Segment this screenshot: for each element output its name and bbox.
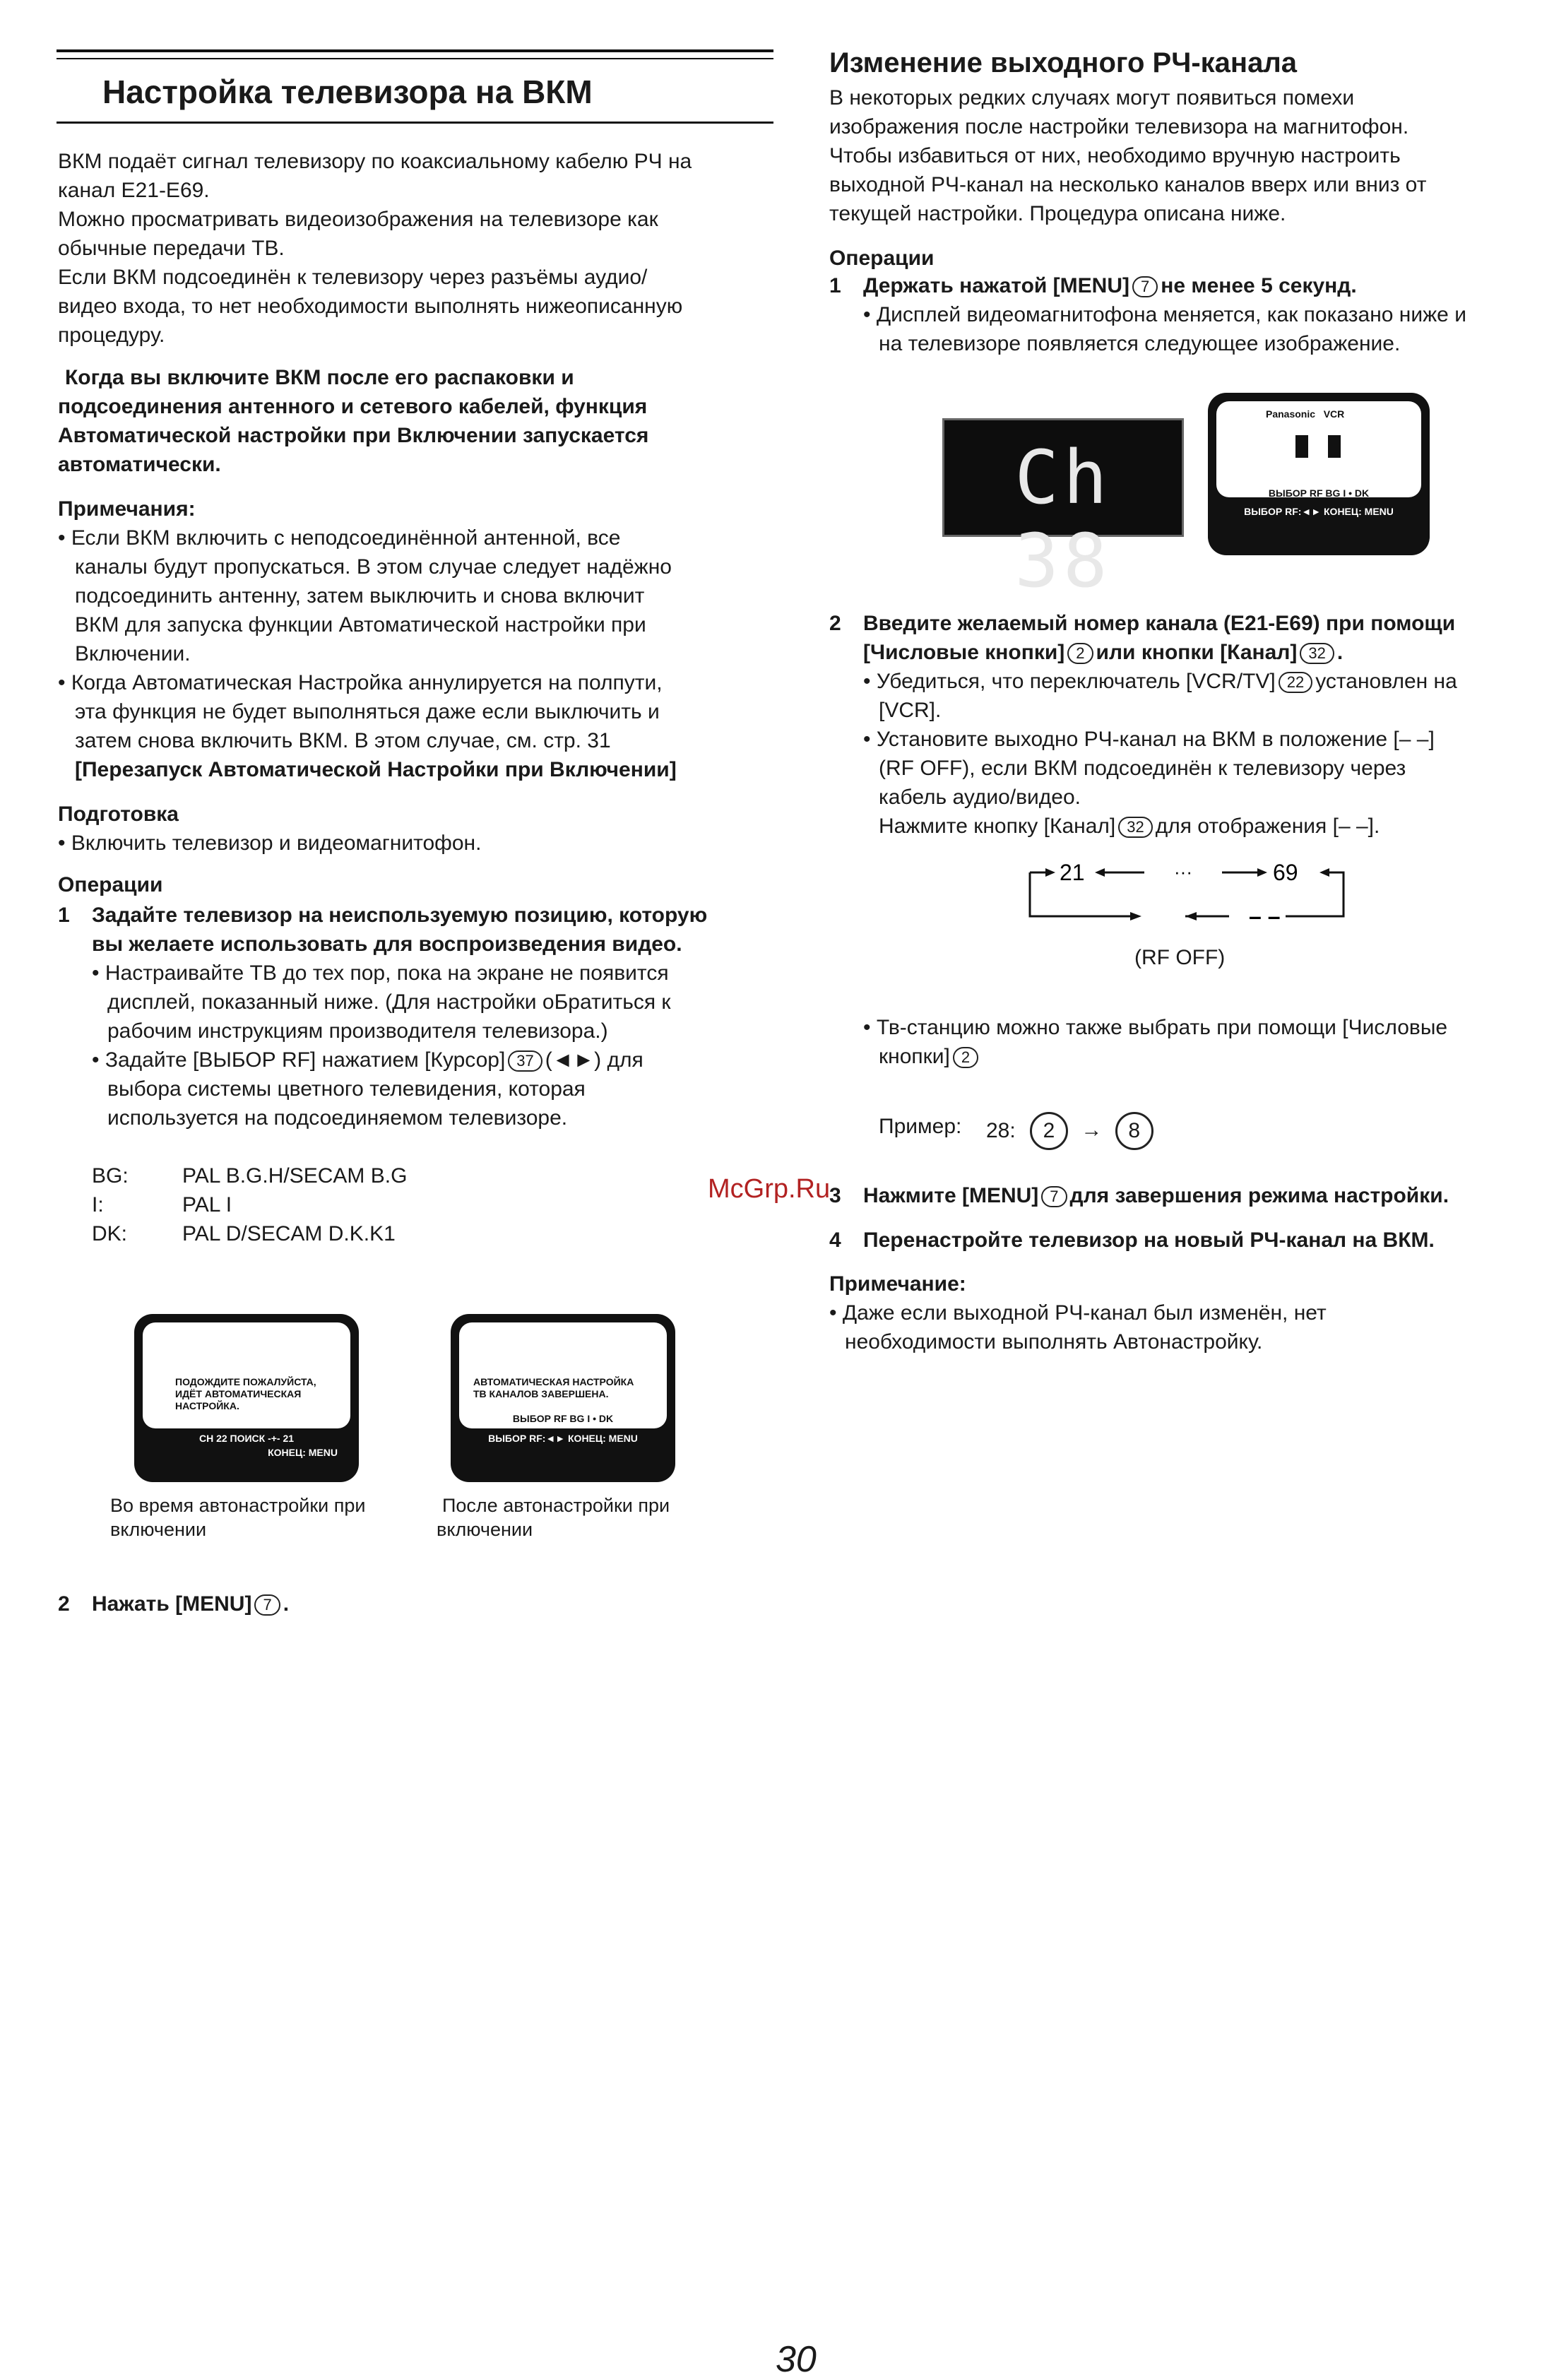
rf-step3-text-end: для завершения режима настройки.	[1069, 1184, 1449, 1207]
cycle-dots: ···	[1174, 861, 1192, 882]
rf-step2-line: Введите желаемый номер канала (E21-E69) при помощи	[863, 612, 1456, 635]
step-number: 1	[58, 904, 70, 927]
tv-station-text: кнопки]	[879, 1045, 950, 1068]
title-rule-top	[57, 49, 773, 52]
cursor-arrows: (◄►) для	[545, 1048, 643, 1072]
step2-press-menu: Нажать [MENU] 7 .	[92, 1592, 290, 1616]
rf-step1-bullet: • Дисплей видеомагнитофона меняется, как показано ниже и	[863, 303, 1466, 326]
tv-status-bar: КОНЕЦ: MENU	[268, 1447, 338, 1458]
rf-intro-line: выходной РЧ-канал на несколько каналов вверх или вниз от	[829, 173, 1427, 196]
example-sequence	[1030, 1111, 1153, 1150]
intro-line: обычные передачи ТВ.	[58, 237, 285, 260]
tv-message: АВТОМАТИЧЕСКАЯ НАСТРОЙКА ТВ КАНАЛОВ ЗАВЕРШЕНА.	[473, 1376, 634, 1399]
tv-screen-autotuning-done	[451, 1314, 675, 1482]
page-number: 30	[776, 2339, 817, 2380]
tv-station-note	[879, 1042, 981, 1071]
step-number: 2	[58, 1592, 70, 1616]
rf-step1-text: Держать нажатой [MENU]	[863, 274, 1129, 297]
vcr-display	[942, 418, 1184, 604]
step1-bullet: используется на подсоединяемом телевизоре.	[107, 1106, 568, 1130]
rf-step4: Перенастройте телевизор на новый РЧ-канал на ВКМ.	[863, 1229, 1435, 1252]
page-title: Настройка телевизора на ВКМ	[102, 73, 593, 110]
rf-note-heading: Примечание:	[829, 1272, 966, 1296]
rf-intro-line: В некоторых редких случаях могут появиться помехи	[829, 86, 1355, 109]
system-desc: PAL B.G.H/SECAM B.G	[182, 1164, 408, 1188]
example-number: 28:	[986, 1119, 1016, 1142]
rf-step1-bullet: на телевизоре появляется следующее изображение.	[879, 332, 1401, 355]
intro-line: ВКМ подаёт сигнал телевизору по коаксиальному кабелю РЧ на	[58, 150, 692, 173]
note-line: • Когда Автоматическая Настройка аннулируется на полпути,	[58, 671, 663, 694]
channel-cycle-diagram	[1024, 851, 1363, 929]
rf-note-line: необходимости выполнять Автонастройку.	[845, 1330, 1263, 1354]
rf-intro-line: текущей настройки. Процедура описана ниже.	[829, 202, 1286, 225]
note-line: затем снова включить ВКМ. В этом случае, см. стр. 31	[75, 729, 611, 752]
channel-keys-text: или кнопки [Канал]	[1096, 641, 1298, 664]
intro-line: видео входа, то нет необходимости выполнять нижеописанную	[58, 295, 683, 318]
tv-message: ПОДОЖДИТЕ ПОЖАЛУЙСТА, ИДЁТ АВТОМАТИЧЕСКАЯ НАСТРОЙКА.	[175, 1376, 316, 1411]
step2-text: Нажать [MENU]	[92, 1592, 252, 1616]
rf-step2-line: [Числовые кнопки] 2 или кнопки [Канал] 32 .	[863, 641, 1344, 664]
cycle-channel-start: 21	[1060, 860, 1085, 885]
tv-caption: После автонастройки при	[442, 1495, 670, 1516]
step1-bullet: выбора системы цветного телевидения, которая	[107, 1077, 586, 1101]
note-line: Включении.	[75, 642, 191, 665]
numeric-keys-badge: 2	[953, 1047, 978, 1068]
autostart-line: Когда вы включите ВКМ после его распаковки и	[65, 366, 574, 389]
prep-heading: Подготовка	[58, 803, 179, 826]
tv-brand: Panasonic VCR	[1266, 408, 1345, 420]
step-number: 3	[829, 1184, 841, 1207]
note-line: каналы будут пропускаться. В этом случае следует надёжно	[75, 555, 672, 579]
numeric-keys-badge: 2	[1067, 643, 1093, 664]
step-number: 4	[829, 1229, 841, 1252]
cycle-rf-off: – –	[1249, 904, 1281, 929]
rf-note-line: • Даже если выходной РЧ-канал был изменён, нет	[829, 1301, 1327, 1325]
rf-intro-line: Чтобы избавиться от них, необходимо вручную настроить	[829, 144, 1401, 167]
section-title: Изменение выходного РЧ-канала	[829, 47, 1297, 78]
step1-line: вы желаете использовать для воспроизведения видео.	[92, 933, 682, 956]
prep-item: • Включить телевизор и видеомагнитофон.	[58, 831, 482, 855]
vcr-display-text: Ch 38	[1014, 434, 1112, 604]
tv-caption: Во время автонастройки при	[110, 1495, 366, 1516]
step-number: 2	[829, 612, 841, 635]
note-reference: [Перезапуск Автоматической Настройки при Включении]	[75, 758, 677, 781]
system-code: BG:	[92, 1164, 129, 1188]
tv-screen-rf-channel	[1208, 393, 1430, 555]
autostart-line: подсоединения антенного и сетевого кабелей, функция	[58, 395, 648, 418]
autostart-line: Автоматической настройки при Включении запускается	[58, 424, 649, 447]
channel-keys-badge: 32	[1300, 643, 1334, 664]
arrow-right-icon: →	[1081, 1118, 1103, 1142]
rf-step3	[863, 1181, 1449, 1210]
ops-heading: Операции	[58, 873, 163, 896]
title-rule-top-2	[57, 58, 773, 59]
rf-intro-line: изображения после настройки телевизора на магнитофон.	[829, 115, 1409, 138]
system-desc: PAL D/SECAM D.K.K1	[182, 1222, 396, 1245]
menu-button-badge: 7	[254, 1594, 280, 1616]
rf-step2-bullet: кабель аудио/видео.	[879, 786, 1081, 809]
tv-screen-area	[1216, 401, 1421, 497]
autostart-line: автоматически.	[58, 453, 221, 476]
step-number: 1	[829, 274, 841, 297]
step1-line: Задайте телевизор на неиспользуемую позицию, которую	[92, 904, 708, 927]
tv-caption: включении	[437, 1519, 533, 1540]
watermark: McGrp.Ru	[708, 1174, 831, 1204]
example-label: Пример:	[879, 1115, 962, 1138]
rf-step2-bullet: (RF OFF), если ВКМ подсоединён к телевизору через	[879, 757, 1406, 780]
system-desc: PAL I	[182, 1193, 232, 1216]
channel-block-icon	[1295, 435, 1308, 458]
rf-step2-bullet	[879, 812, 1380, 841]
tv-status-bar: ВЫБОР RF:◄► КОНЕЦ: MENU	[1244, 506, 1394, 517]
tv-status-bar: ВЫБОР RF:◄► КОНЕЦ: MENU	[488, 1433, 638, 1444]
note-line: ВКМ для запуска функции Автоматической настройки при	[75, 613, 646, 637]
step1-bullet: рабочим инструкциям производителя телевизора.)	[107, 1019, 608, 1043]
channel-button-text: Нажмите кнопку [Канал]	[879, 815, 1116, 838]
tv-status-bar: ВЫБОР RF BG I • DK	[1268, 487, 1370, 499]
tv-status-bar: CH 22 ПОИСК -+- 21	[198, 1433, 295, 1444]
rf-step2-bullet: • Установите выходно РЧ-канал на ВКМ в положение [– –]	[863, 728, 1435, 751]
menu-button-badge: 7	[1132, 276, 1158, 297]
rf-ops-heading: Операции	[829, 247, 935, 270]
rf-step3-text: Нажмите [MENU]	[863, 1184, 1039, 1207]
rf-step1-text-end: не менее 5 секунд.	[1161, 274, 1357, 297]
note-line: эта функция не будет выполняться даже если выключить и	[75, 700, 660, 723]
step1-bullet-cursor	[92, 1046, 643, 1074]
tv-station-note: • Тв-станцию можно также выбрать при помощи [Числовые	[863, 1016, 1448, 1039]
vcr-tv-switch-text-end: установлен на	[1315, 670, 1457, 693]
cursor-button-badge: 37	[508, 1050, 542, 1072]
cycle-channel-end: 69	[1273, 860, 1298, 885]
notes-heading: Примечания:	[58, 497, 196, 521]
rf-step2-bullet: [VCR].	[879, 699, 942, 722]
channel-button-badge: 32	[1118, 817, 1152, 838]
intro-line: канал E21-E69.	[58, 179, 210, 202]
rf-step2-bullet	[863, 667, 1457, 696]
intro-line: Если ВКМ подсоединён к телевизору через разъёмы аудио/	[58, 266, 648, 289]
intro-line: процедуру.	[58, 324, 165, 347]
cursor-text: • Задайте [ВЫБОР RF] нажатием [Курсор]	[92, 1048, 506, 1072]
tv-screen-area	[143, 1322, 350, 1428]
numeric-keys-text: [Числовые кнопки]	[863, 641, 1065, 664]
step1-bullet: • Настраивайте ТВ до тех пор, пока на экране не появится	[92, 961, 669, 985]
example-key-circle: 2	[1030, 1112, 1068, 1150]
channel-button-text-end: для отображения [– –].	[1155, 815, 1380, 838]
intro-line: Можно просматривать видеоизображения на телевизоре как	[58, 208, 658, 231]
cycle-arrow-head	[1130, 912, 1141, 920]
note-line: • Если ВКМ включить с неподсоединённой антенной, все	[58, 526, 621, 550]
menu-button-badge: 7	[1041, 1186, 1067, 1207]
channel-block-icon	[1328, 435, 1341, 458]
note-line: подсоединить антенну, затем выключить и снова включит	[75, 584, 645, 608]
step1-bullet: дисплей, показанный ниже. (Для настройки оБратиться к	[107, 990, 671, 1014]
system-code: I:	[92, 1193, 104, 1216]
tv-screen-autotuning	[134, 1314, 359, 1482]
tv-caption: включении	[110, 1519, 207, 1540]
rf-step1	[863, 271, 1357, 300]
tv-status-bar: ВЫБОР RF BG I • DK	[512, 1413, 614, 1424]
title-rule-bottom	[57, 122, 773, 124]
vcr-tv-switch-text: • Убедиться, что переключатель [VCR/TV]	[863, 670, 1276, 693]
system-code: DK:	[92, 1222, 128, 1245]
vcr-tv-switch-badge: 22	[1279, 672, 1312, 693]
rf-off-label: (RF OFF)	[1134, 946, 1226, 969]
example-key-circle: 8	[1115, 1112, 1153, 1150]
